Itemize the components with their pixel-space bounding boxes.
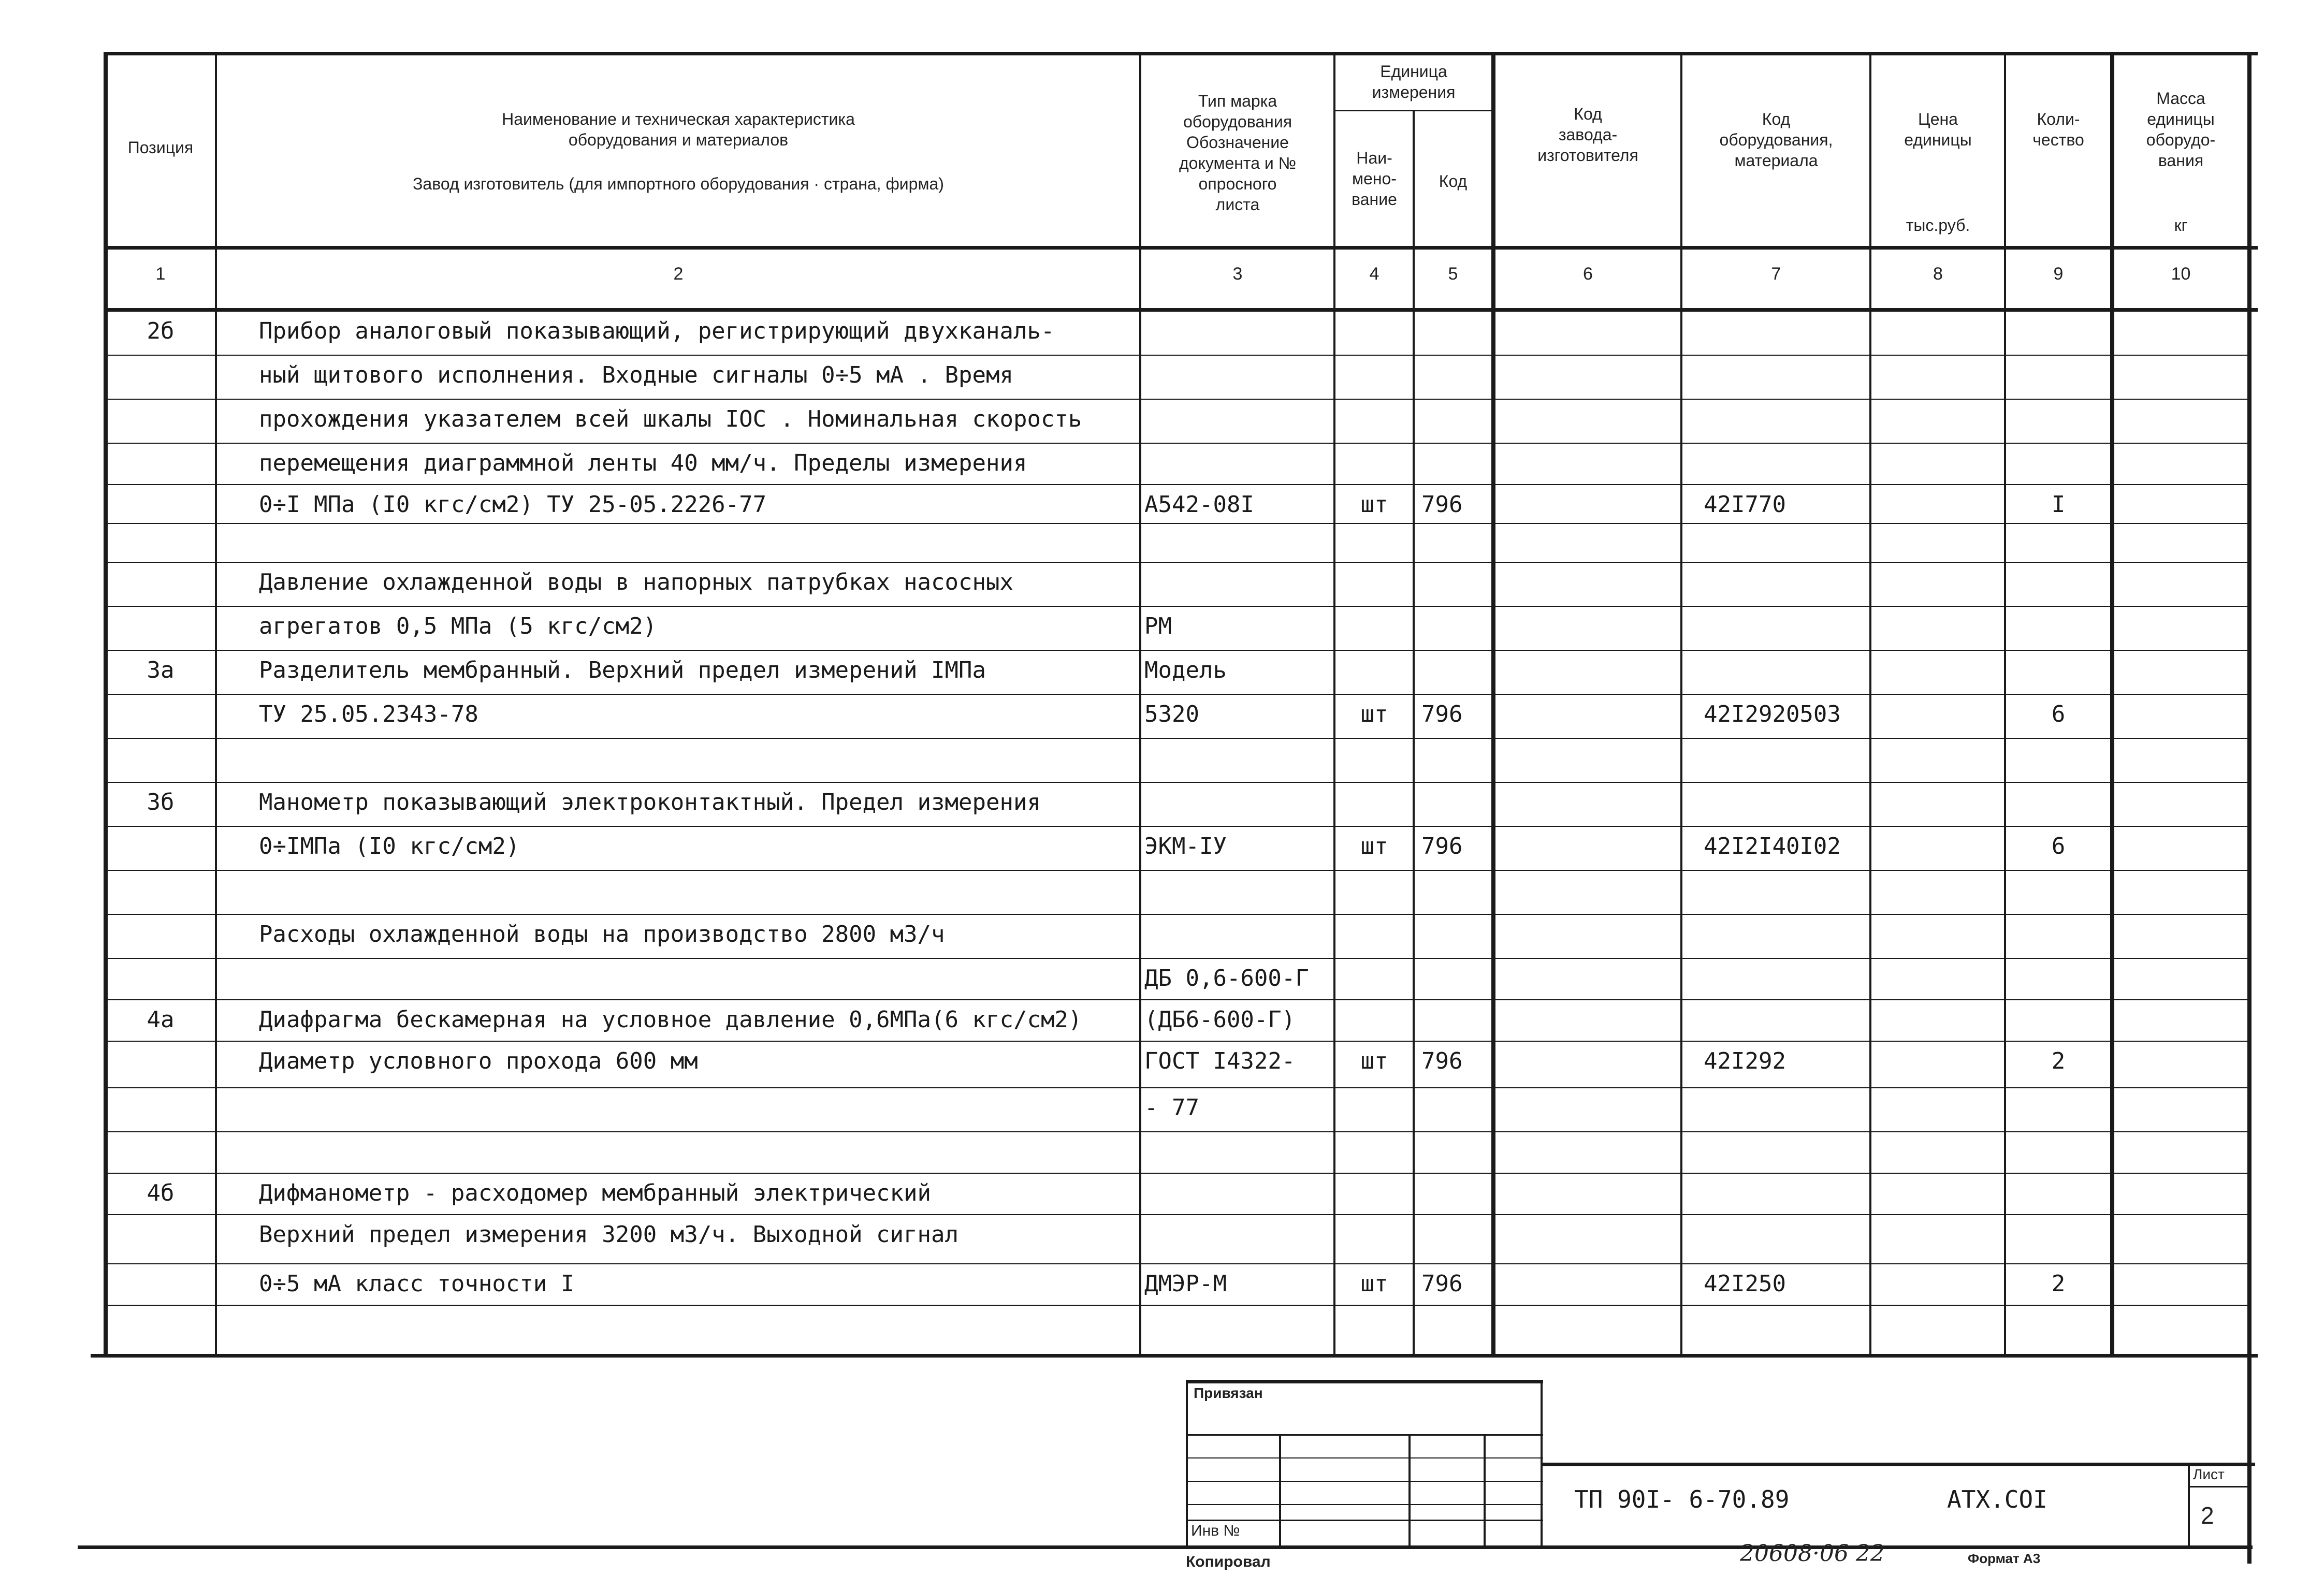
name-cell: Разделитель мембранный. Верхний предел измерений IМПа	[259, 657, 986, 683]
type-cell: ЭКМ-IУ	[1144, 833, 1227, 859]
unit-name-cell: шт	[1360, 491, 1388, 518]
name-cell: Давление охлажденной воды в напорных патрубках насосных	[259, 569, 1013, 595]
col-line-right	[2247, 52, 2252, 1564]
position-cell: 2б	[147, 318, 175, 344]
row-divider	[104, 1087, 2247, 1088]
type-cell: А542-08I	[1144, 491, 1254, 518]
name-cell: Диафрагма бескамерная на условное давление 0,6МПа(6 кгс/см2)	[259, 1006, 1082, 1033]
row-divider	[104, 1263, 2247, 1264]
type-cell: (ДБ6-600-Г)	[1144, 1006, 1296, 1033]
doc-code: ТП 90I- 6-70.89	[1574, 1485, 1790, 1513]
type-cell: Модель	[1144, 657, 1227, 683]
col-line-9	[2110, 52, 2114, 1356]
colnum-2: 2	[673, 264, 684, 284]
colnum-1: 1	[155, 264, 166, 284]
header-bottom-border	[104, 246, 2258, 250]
name-cell: 0÷I МПа (I0 кгс/см2) ТУ 25-05.2226-77	[259, 491, 767, 518]
tb-bound-top	[1186, 1380, 1543, 1383]
quantity-cell: 2	[2051, 1048, 2066, 1074]
header-mass: Масса единицы оборудо- вания	[2146, 89, 2216, 170]
tb-div3	[1484, 1434, 1486, 1545]
colnum-8: 8	[1933, 264, 1943, 284]
quantity-cell: 6	[2051, 701, 2066, 727]
type-cell: РМ	[1144, 613, 1172, 639]
header-name-line1: Наименование и техническая характеристика	[502, 110, 855, 128]
row-divider	[104, 782, 2247, 783]
col-line-6	[1680, 52, 1682, 1356]
row-divider	[104, 523, 2247, 524]
header-type: Тип марка оборудования Обозначение документа и № опросного листа	[1179, 92, 1296, 214]
header-position: Позиция	[127, 138, 194, 157]
unit-name-cell: шт	[1360, 1048, 1388, 1074]
row-divider	[104, 826, 2247, 827]
row-divider	[104, 1173, 2247, 1174]
table-bottom-border	[91, 1354, 2258, 1358]
header-quantity: Коли- чество	[2032, 110, 2084, 149]
header-price: Цена единицы	[1904, 110, 1972, 149]
copied-label: Копировал	[1186, 1553, 1271, 1570]
tb-stamp-top	[1541, 1463, 2255, 1466]
name-cell: Манометр показывающий электроконтактный. Предел измерения	[259, 789, 1041, 815]
row-divider	[104, 914, 2247, 915]
row-divider	[104, 399, 2247, 400]
colnum-6: 6	[1583, 264, 1593, 284]
position-cell: 4б	[147, 1180, 175, 1206]
col-line-4	[1413, 110, 1415, 1356]
row-divider	[104, 738, 2247, 739]
sheet-label: Лист	[2193, 1466, 2225, 1482]
colnum-bottom-border	[104, 308, 2258, 312]
tb-line2	[1186, 1457, 1543, 1458]
col-line-5	[1491, 52, 1495, 1356]
tb-line4	[1186, 1504, 1543, 1505]
name-cell: Верхний предел измерения 3200 м3/ч. Выходной сигнал	[259, 1221, 959, 1248]
colnum-9: 9	[2053, 264, 2064, 284]
row-divider	[104, 958, 2247, 959]
quantity-cell: 2	[2051, 1271, 2066, 1297]
quantity-cell: I	[2051, 491, 2066, 518]
colnum-5: 5	[1448, 264, 1458, 284]
row-divider	[104, 484, 2247, 485]
name-cell: Расходы охлажденной воды на производство 2800 м3/ч	[259, 921, 945, 947]
col-line-2	[1139, 52, 1141, 1356]
table-top-border	[104, 52, 2258, 55]
col-line-left	[104, 52, 108, 1356]
type-cell: 5320	[1144, 701, 1199, 727]
row-divider	[104, 1041, 2247, 1042]
header-equip-code: Код оборудования, материала	[1719, 110, 1833, 170]
tb-sheet-mid	[2188, 1486, 2250, 1487]
header-mass-unit: кг	[2174, 216, 2188, 235]
quantity-cell: 6	[2051, 833, 2066, 859]
equip-code-cell: 42I250	[1704, 1271, 1786, 1297]
colnum-3: 3	[1232, 264, 1243, 284]
header-unit-name: Наи- мено- вание	[1352, 149, 1397, 209]
type-cell: ДМЭР-М	[1144, 1271, 1227, 1297]
position-cell: 3б	[147, 789, 175, 815]
name-cell: Диаметр условного прохода 600 мм	[259, 1048, 698, 1074]
page-bottom-border	[78, 1545, 2253, 1549]
row-divider	[104, 562, 2247, 563]
tb-div1	[1279, 1434, 1281, 1545]
name-cell: прохождения указателем всей шкалы IOC . Номинальная скорость	[259, 406, 1082, 432]
col-line-3	[1333, 52, 1335, 1356]
col-line-1	[215, 52, 217, 1356]
name-cell: перемещения диаграммной ленты 40 мм/ч. Пределы измерения	[259, 450, 1027, 476]
row-divider	[104, 999, 2247, 1000]
row-divider	[104, 1305, 2247, 1306]
header-name-line3: Завод изготовитель (для импортного оборудования · страна, фирма)	[413, 174, 944, 193]
header-unit-group: Единица измерения	[1372, 62, 1456, 101]
name-cell: 0÷IМПа (I0 кгс/см2)	[259, 833, 520, 859]
unit-code-cell: 796	[1421, 1048, 1463, 1074]
unit-code-cell: 796	[1421, 1271, 1463, 1297]
unit-code-cell: 796	[1421, 701, 1463, 727]
name-cell: ный щитового исполнения. Входные сигналы 0÷5 мА . Время	[259, 362, 1013, 388]
unit-name-cell: шт	[1360, 1271, 1388, 1297]
row-divider	[104, 870, 2247, 871]
colnum-4: 4	[1369, 264, 1379, 284]
colnum-10: 10	[2171, 264, 2191, 284]
col-line-8	[2004, 52, 2006, 1356]
sheet-number: 2	[2201, 1502, 2214, 1529]
row-divider	[104, 1131, 2247, 1132]
row-divider	[104, 650, 2247, 651]
col-line-7	[1869, 52, 1871, 1356]
header-factory-code: Код завода- изготовителя	[1537, 105, 1638, 165]
row-divider	[104, 694, 2247, 695]
unit-code-cell: 796	[1421, 491, 1463, 518]
name-cell: 0÷5 мА класс точности I	[259, 1271, 575, 1297]
colnum-7: 7	[1771, 264, 1781, 284]
inv-label: Инв №	[1191, 1522, 1240, 1539]
tb-line3	[1186, 1481, 1543, 1482]
row-divider	[104, 443, 2247, 444]
header-price-unit: тыс.руб.	[1906, 216, 1970, 235]
type-cell: - 77	[1144, 1095, 1199, 1121]
name-cell: агрегатов 0,5 МПа (5 кгс/см2)	[259, 613, 657, 639]
unit-name-cell: шт	[1360, 701, 1388, 727]
name-cell: Дифманометр - расходомер мембранный электрический	[259, 1180, 932, 1206]
row-divider	[104, 606, 2247, 607]
row-divider	[104, 355, 2247, 356]
unit-name-cell: шт	[1360, 833, 1388, 859]
tb-line1	[1186, 1434, 1543, 1436]
equip-code-cell: 42I292	[1704, 1048, 1786, 1074]
bound-label: Привязан	[1194, 1385, 1263, 1401]
tb-sheet-left	[2188, 1463, 2190, 1545]
type-cell: ДБ 0,6-600-Г	[1144, 965, 1309, 991]
name-cell: Прибор аналоговый показывающий, регистрирующий двухканаль-	[259, 318, 1055, 344]
type-cell: ГОСТ I4322-	[1144, 1048, 1296, 1074]
equip-code-cell: 42I770	[1704, 491, 1786, 518]
tb-div2	[1408, 1434, 1411, 1545]
format-label: Формат А3	[1968, 1551, 2041, 1566]
handwritten-number: 20608·06 22	[1740, 1540, 1885, 1567]
unit-code-cell: 796	[1421, 833, 1463, 859]
header-unit-code: Код	[1439, 172, 1468, 191]
position-cell: 3а	[147, 657, 175, 683]
equip-code-cell: 42I2I40I02	[1704, 833, 1841, 859]
tb-line5	[1186, 1520, 1543, 1521]
name-cell: ТУ 25.05.2343-78	[259, 701, 478, 727]
header-name-line2: оборудования и материалов	[568, 130, 789, 149]
sheet-code: АТХ.COI	[1947, 1485, 2047, 1513]
row-divider	[104, 1214, 2247, 1215]
position-cell: 4а	[147, 1006, 175, 1033]
equip-code-cell: 42I2920503	[1704, 701, 1841, 727]
